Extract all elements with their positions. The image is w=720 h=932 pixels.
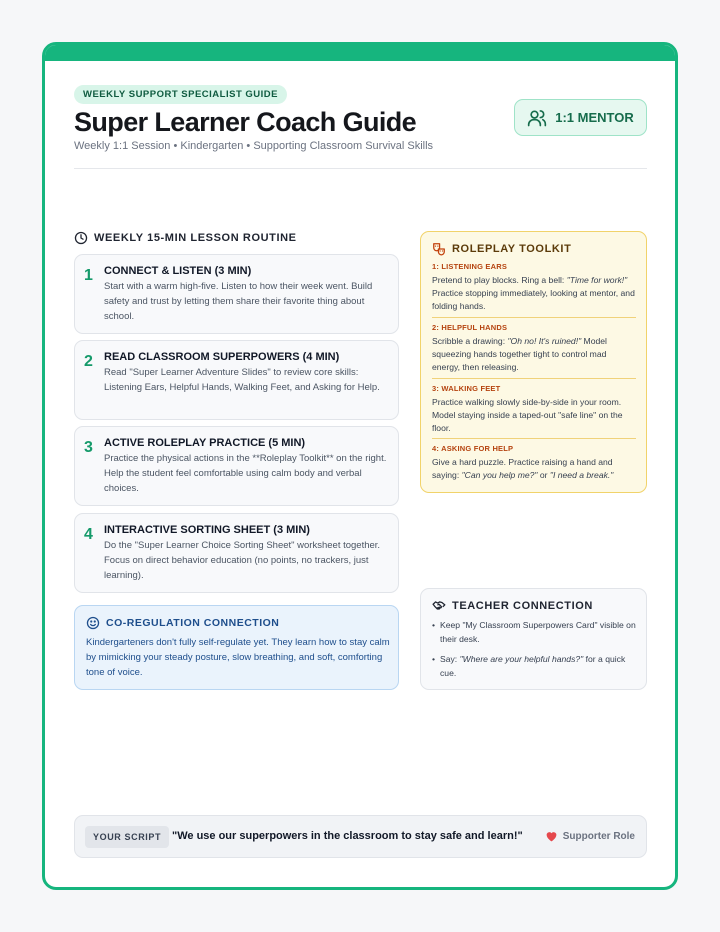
smile-icon: [86, 616, 100, 630]
supporter-role: [545, 830, 635, 842]
supporter-role-text: Supporter Role: [562, 830, 635, 842]
top-accent-bar: [45, 45, 675, 61]
teacher-list: [432, 618, 637, 686]
routine-step: [74, 426, 399, 506]
step-number: 4: [84, 526, 93, 543]
page-title: Super Learner Coach Guide: [74, 107, 417, 137]
routine-step: [74, 254, 399, 334]
toolkit-item-text: Give a hard puzzle. Practice raising a hand and saying: "Can you help me?" or "I need a break.": [432, 457, 614, 480]
guide-card: [42, 42, 678, 890]
teacher-connection-panel: [420, 588, 647, 690]
toolkit-item-label: 1: LISTENING EARS: [432, 262, 508, 271]
clock-icon: [74, 231, 88, 245]
list-item: • Say: "Where are your helpful hands?" for a quick cue.: [432, 652, 637, 680]
step-title: READ CLASSROOM SUPERPOWERS (4 MIN): [104, 351, 340, 363]
toolkit-item-label: 4: ASKING FOR HELP: [432, 444, 514, 453]
routine-heading: [74, 231, 297, 245]
script-bar: [74, 815, 647, 858]
mentor-label: 1:1 MENTOR: [555, 110, 634, 125]
toolkit-heading: [432, 242, 571, 256]
theater-icon: [432, 242, 446, 256]
toolkit-heading-text: ROLEPLAY TOOLKIT: [452, 243, 572, 255]
toolkit-item-label: 3: WALKING FEET: [432, 384, 501, 393]
toolkit-item: [432, 323, 636, 374]
coregulation-heading-text: CO-REGULATION CONNECTION: [106, 617, 280, 629]
coregulation-panel: [74, 605, 399, 690]
guide-badge: WEEKLY SUPPORT SPECIALIST GUIDE: [74, 85, 287, 104]
toolkit-item: [432, 384, 636, 435]
list-item: • Keep "My Classroom Superpowers Card" visible on their desk.: [432, 618, 637, 646]
toolkit-item: [432, 444, 636, 482]
coregulation-body: Kindergarteners don't fully self-regulate yet. They learn how to stay calm by mimicking your steady posture, slow breathing, and soft, comforting tone of voice.: [86, 637, 390, 678]
teacher-heading: [432, 599, 593, 613]
step-title: ACTIVE ROLEPLAY PRACTICE (5 MIN): [104, 437, 306, 449]
step-number: 1: [84, 267, 93, 284]
step-number: 3: [84, 439, 93, 456]
handshake-icon: [432, 599, 446, 613]
coregulation-heading: [86, 616, 279, 630]
step-body: Start with a warm high-five. Listen to how their week went. Build safety and trust by letting them share their favorite thing about school.: [104, 281, 373, 322]
toolkit-item-text: Pretend to play blocks. Ring a bell: "Time for work!" Practice stopping immediately, looking at mentor, and folding hands.: [432, 275, 635, 311]
teacher-heading-text: TEACHER CONNECTION: [452, 600, 593, 612]
step-body: Read "Super Learner Adventure Slides" to review core skills: Listening Ears, Helpful Hands, Walking Feet, and Asking for Help.: [104, 367, 380, 393]
heart-icon: [545, 830, 558, 842]
toolkit-item-label: 2: HELPFUL HANDS: [432, 323, 508, 332]
toolkit-item-text: Practice walking slowly side-by-side in your room. Model staying inside a taped-out "safe line" on the floor.: [432, 397, 623, 433]
page-subtitle: Weekly 1:1 Session • Kindergarten • Supporting Classroom Survival Skills: [74, 140, 434, 152]
toolkit-item: [432, 262, 636, 313]
script-label: YOUR SCRIPT: [85, 826, 169, 848]
routine-step: [74, 340, 399, 420]
routine-heading-text: WEEKLY 15-MIN LESSON ROUTINE: [94, 232, 297, 244]
toolkit-divider: [432, 378, 636, 379]
step-body: Practice the physical actions in the **Roleplay Toolkit** on the right. Help the student feel comfortable using calm body and verbal choices.: [104, 453, 387, 494]
step-title: CONNECT & LISTEN (3 MIN): [104, 265, 252, 277]
roleplay-toolkit-panel: [420, 231, 647, 493]
toolkit-item-text: Scribble a drawing: "Oh no! It's ruined!" Model squeezing hands together tight to control mad energy, then releasing.: [432, 336, 607, 372]
toolkit-divider: [432, 317, 636, 318]
mentor-badge: [514, 99, 647, 136]
toolkit-divider: [432, 438, 636, 439]
script-quote: "We use our superpowers in the classroom to stay safe and learn!": [172, 830, 523, 842]
step-title: INTERACTIVE SORTING SHEET (3 MIN): [104, 524, 310, 536]
header-divider: [74, 168, 647, 169]
step-number: 2: [84, 353, 93, 370]
step-body: Do the "Super Learner Choice Sorting Sheet" worksheet together. Focus on direct behavior education (no points, no trackers, just learning).: [104, 540, 381, 581]
users-icon: [527, 108, 547, 128]
routine-step: [74, 513, 399, 593]
